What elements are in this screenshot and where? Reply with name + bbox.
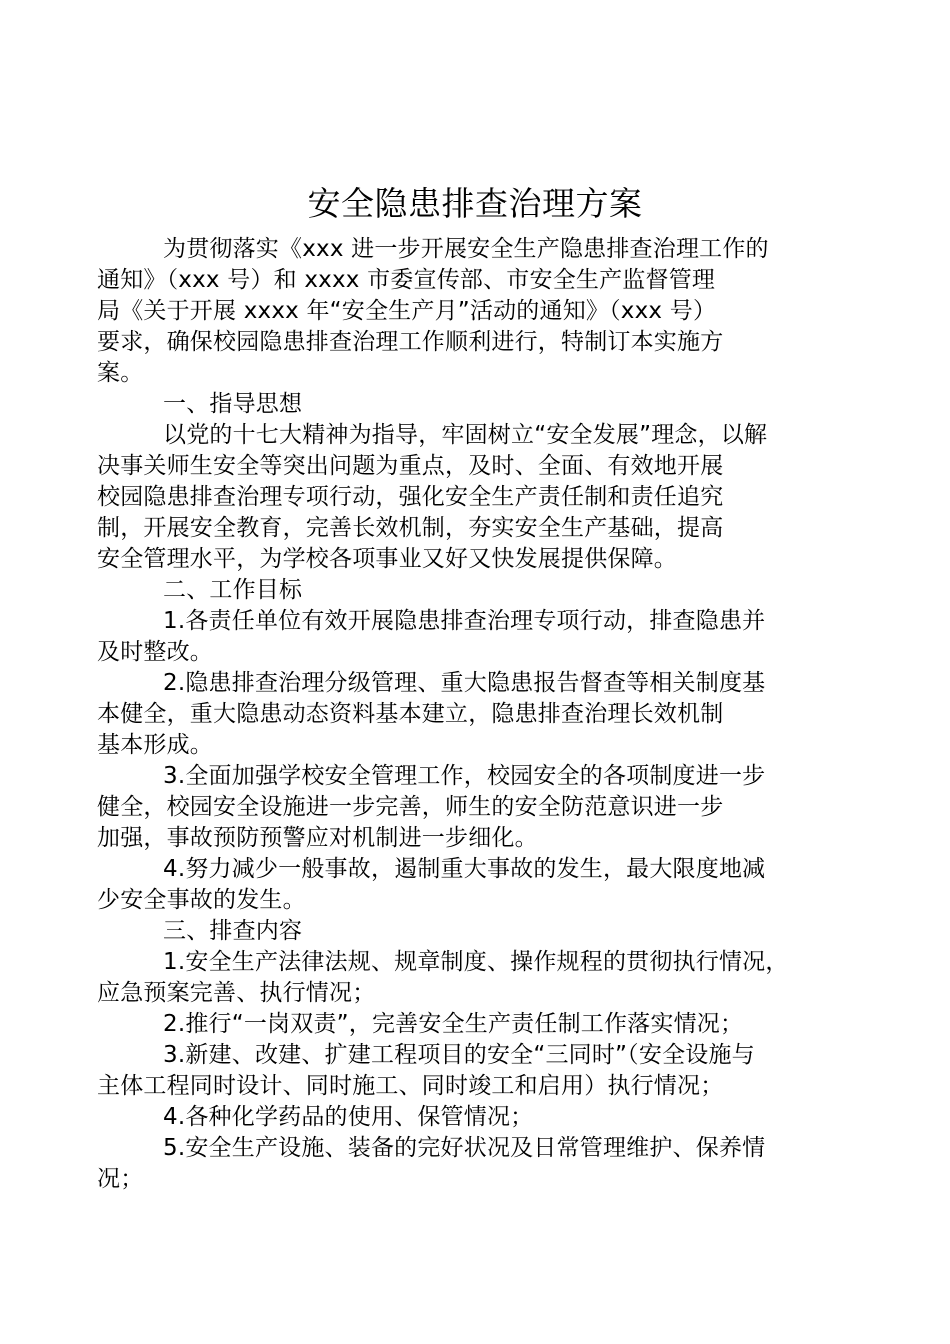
text-line: 应急预案完善、执行情况； xyxy=(97,980,376,1006)
paragraph xyxy=(130,575,830,606)
text-line: 通知》（xxx 号）和 xxxx 市委宣传部、市安全生产监督管理 xyxy=(97,267,716,293)
text-line: 健全，校园安全设施进一步完善，师生的安全防范意识进一步 xyxy=(97,794,724,820)
paragraph xyxy=(97,1133,830,1195)
text-line: 制，开展安全教育，完善长效机制，夯实安全生产基础，提高 xyxy=(97,515,724,541)
text-line: 及时整改。 xyxy=(97,639,213,665)
text-line: 要求，确保校园隐患排查治理工作顺利进行，特制订本实施方 xyxy=(97,329,724,355)
paragraph xyxy=(97,606,830,668)
text-line: 5.安全生产设施、装备的完好状况及日常管理维护、保养情 xyxy=(163,1135,766,1161)
text-line: 况； xyxy=(97,1166,144,1192)
text-line: 加强，事故预防预警应对机制进一步细化。 xyxy=(97,825,538,851)
paragraph xyxy=(97,1040,830,1102)
text-line: 4.各种化学药品的使用、保管情况； xyxy=(163,1104,534,1130)
text-line: 基本形成。 xyxy=(97,732,213,758)
document-title: 安全隐患排查治理方案 xyxy=(307,184,643,223)
text-line: 3.新建、改建、扩建工程项目的安全“三同时”（安全设施与 xyxy=(163,1042,755,1068)
text-line: 二、工作目标 xyxy=(163,577,303,603)
paragraph xyxy=(97,234,830,389)
paragraph xyxy=(97,668,830,761)
text-line: 4.努力减少一般事故，遏制重大事故的发生，最大限度地减 xyxy=(163,856,766,882)
document-body xyxy=(97,234,830,1195)
text-line: 本健全，重大隐患动态资料基本建立，隐患排查治理长效机制 xyxy=(97,701,724,727)
paragraph xyxy=(97,947,830,1009)
text-line: 为贯彻落实《xxx 进一步开展安全生产隐患排查治理工作的 xyxy=(163,236,769,262)
text-line: 2.隐患排查治理分级管理、重大隐患报告督查等相关制度基 xyxy=(163,670,766,696)
text-line: 一、指导思想 xyxy=(163,391,303,417)
paragraph xyxy=(130,916,830,947)
text-line: 以党的十七大精神为指导，牢固树立“安全发展”理念，以解 xyxy=(163,422,768,448)
paragraph xyxy=(130,1102,830,1133)
text-line: 决事关师生安全等突出问题为重点，及时、全面、有效地开展 xyxy=(97,453,724,479)
paragraph xyxy=(97,761,830,854)
text-line: 少安全事故的发生。 xyxy=(97,887,306,913)
text-line: 主体工程同时设计、同时施工、同时竣工和启用）执行情况； xyxy=(97,1073,724,1099)
text-line: 局《关于开展 xxxx 年“安全生产月”活动的通知》（xxx 号） xyxy=(97,298,717,324)
text-line: 校园隐患排查治理专项行动，强化安全生产责任制和责任追究 xyxy=(97,484,724,510)
paragraph xyxy=(130,389,830,420)
text-line: 1.各责任单位有效开展隐患排查治理专项行动，排查隐患并 xyxy=(163,608,766,634)
text-line: 3.全面加强学校安全管理工作，校园安全的各项制度进一步 xyxy=(163,763,766,789)
paragraph xyxy=(97,420,830,575)
paragraph xyxy=(97,854,830,916)
text-line: 1.安全生产法律法规、规章制度、操作规程的贯彻执行情况， xyxy=(163,949,789,975)
text-line: 案。 xyxy=(97,360,144,386)
text-line: 2.推行“一岗双责”，完善安全生产责任制工作落实情况； xyxy=(163,1011,744,1037)
paragraph xyxy=(130,1009,830,1040)
text-line: 三、排查内容 xyxy=(163,918,303,944)
text-line: 安全管理水平，为学校各项事业又好又快发展提供保障。 xyxy=(97,546,677,572)
